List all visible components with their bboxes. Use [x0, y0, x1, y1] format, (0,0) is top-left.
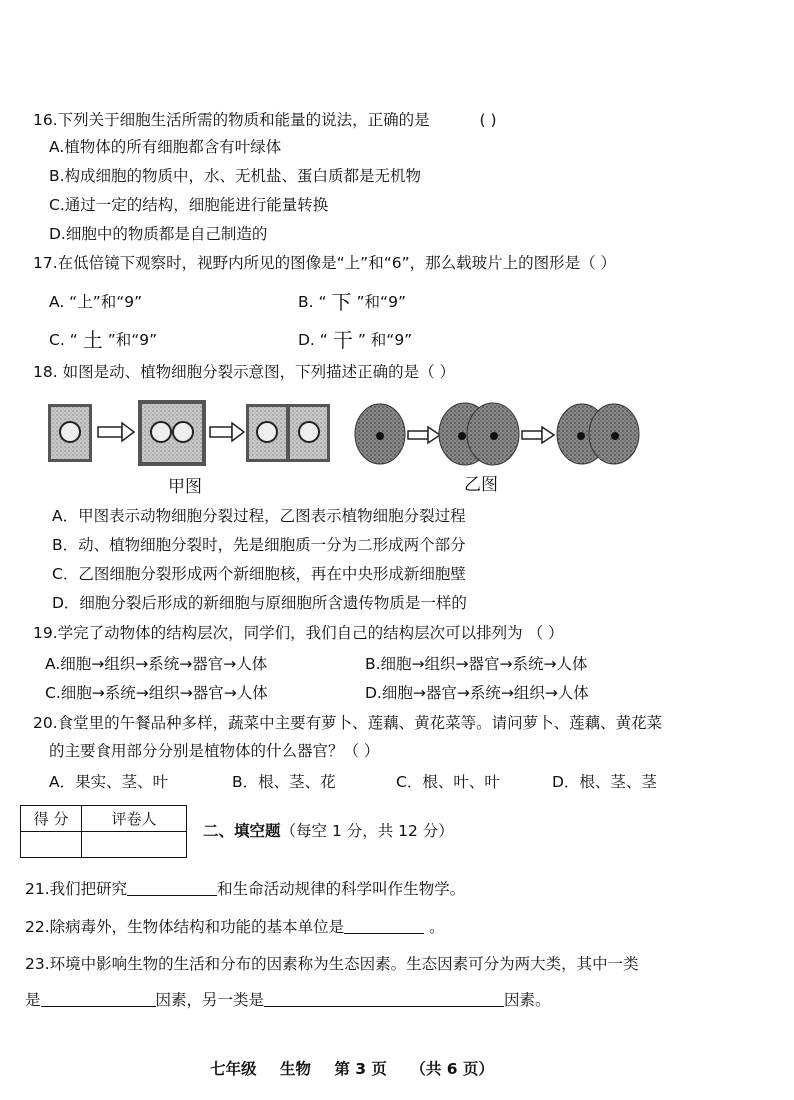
q20-option-b: B．根、茎、花	[232, 773, 336, 791]
q17-glyph-d: 干	[332, 328, 353, 352]
q23-line1: 23.环境中影响生物的生活和分布的因素称为生态因素。生态因素可分为两大类，其中一类	[25, 955, 639, 973]
q17-option-d: D. “ 干 ” 和“9”	[298, 328, 413, 352]
q22-line: 22.除病毒外，生物体结构和功能的基本单位是 。	[25, 918, 445, 936]
q23-line2: 是 因素，另一类是 因素。	[25, 991, 551, 1009]
section2-title: 二、填空题	[203, 822, 281, 840]
q21-blank[interactable]	[127, 879, 217, 896]
animal-cell-division-figure	[350, 398, 650, 470]
q21-line: 21.我们把研究 和生命活动规律的科学叫作生物学。	[25, 880, 466, 898]
q17-stem: 17.在低倍镜下观察时，视野内所见的图像是“上”和“6”，那么载玻片上的图形是（ ）	[33, 254, 617, 272]
plant-cell-1	[48, 404, 92, 462]
q16-option-d: D.细胞中的物质都是自己制造的	[49, 225, 268, 243]
q23-blank-2[interactable]	[264, 990, 504, 1007]
animal-cell-2	[439, 403, 519, 465]
plant-cell-2	[138, 400, 206, 466]
q16-option-c: C.通过一定的结构，细胞能进行能量转换	[49, 196, 329, 214]
figure-a-caption: 甲图	[168, 477, 202, 497]
figure-b-caption: 乙图	[464, 475, 498, 495]
q18-stem: 18. 如图是动、植物细胞分裂示意图，下列描述正确的是（ ）	[33, 363, 456, 381]
q18-option-a: A．甲图表示动物细胞分裂过程，乙图表示植物细胞分裂过程	[52, 507, 466, 525]
score-label: 得 分	[21, 806, 82, 832]
q17-glyph-b: 下	[331, 290, 352, 314]
footer-total: （共 6 页）	[410, 1060, 494, 1078]
plant-cell-3	[246, 404, 330, 462]
q20-option-a: A．果实、茎、叶	[49, 773, 169, 791]
page-footer	[210, 1057, 512, 1079]
animal-cell-1	[355, 404, 405, 464]
q18-option-d: D．细胞分裂后形成的新细胞与原细胞所含遗传物质是一样的	[52, 594, 467, 612]
q22-blank[interactable]	[344, 917, 424, 934]
q16-answer-paren[interactable]: ( )	[479, 111, 497, 129]
q17-glyph-c: 土	[82, 328, 103, 352]
q20-option-c: C．根、叶、叶	[396, 773, 500, 791]
q23-blank-1[interactable]	[41, 990, 156, 1007]
footer-page: 第 3 页	[334, 1060, 387, 1078]
section2-heading	[203, 821, 454, 841]
grader-cell[interactable]	[82, 832, 187, 858]
score-table	[20, 805, 187, 858]
section2-note: （每空 1 分，共 12 分）	[280, 822, 454, 840]
q19-option-d: D.细胞→器官→系统→组织→人体	[365, 684, 589, 702]
q19-option-a: A.细胞→组织→系统→器官→人体	[45, 655, 268, 673]
q16-stem: 16.下列关于细胞生活所需的物质和能量的说法，正确的是 ( )	[33, 111, 497, 129]
arrow-icon	[98, 423, 134, 441]
score-cell[interactable]	[21, 832, 82, 858]
q18-option-b: B．动、植物细胞分裂时，先是细胞质一分为二形成两个部分	[52, 536, 466, 554]
q20-stem-line2: 的主要食用部分分别是植物体的什么器官？（ ）	[49, 742, 380, 760]
q20-stem-line1: 20.食堂里的午餐品种多样，蔬菜中主要有萝卜、莲藕、黄花菜等。请问萝卜、莲藕、黄花菜	[33, 714, 663, 732]
q16-option-a: A.植物体的所有细胞都含有叶绿体	[49, 138, 282, 156]
plant-cell-division-figure	[40, 398, 340, 470]
q17-option-c: C. “ 土 ”和“9”	[49, 328, 158, 352]
arrow-icon	[210, 423, 244, 441]
footer-grade: 七年级	[210, 1060, 257, 1078]
q16-option-b: B.构成细胞的物质中，水、无机盐、蛋白质都是无机物	[49, 167, 422, 185]
animal-cell-3	[557, 404, 639, 464]
q19-option-b: B.细胞→组织→器官→系统→人体	[365, 655, 588, 673]
arrow-icon	[522, 427, 554, 443]
q18-option-c: C．乙图细胞分裂形成两个新细胞核，再在中央形成新细胞壁	[52, 565, 466, 583]
arrow-icon	[408, 427, 440, 443]
footer-subject: 生物	[279, 1060, 311, 1078]
q17-option-b: B. “ 下 ”和“9”	[298, 290, 406, 314]
q19-stem: 19.学完了动物体的结构层次，同学们，我们自己的结构层次可以排列为 （ ）	[33, 624, 564, 642]
grader-label: 评卷人	[82, 806, 187, 832]
q17-option-a: A. “上”和“9”	[49, 293, 143, 311]
q19-option-c: C.细胞→系统→组织→器官→人体	[45, 684, 268, 702]
q20-option-d: D．根、茎、茎	[552, 773, 657, 791]
